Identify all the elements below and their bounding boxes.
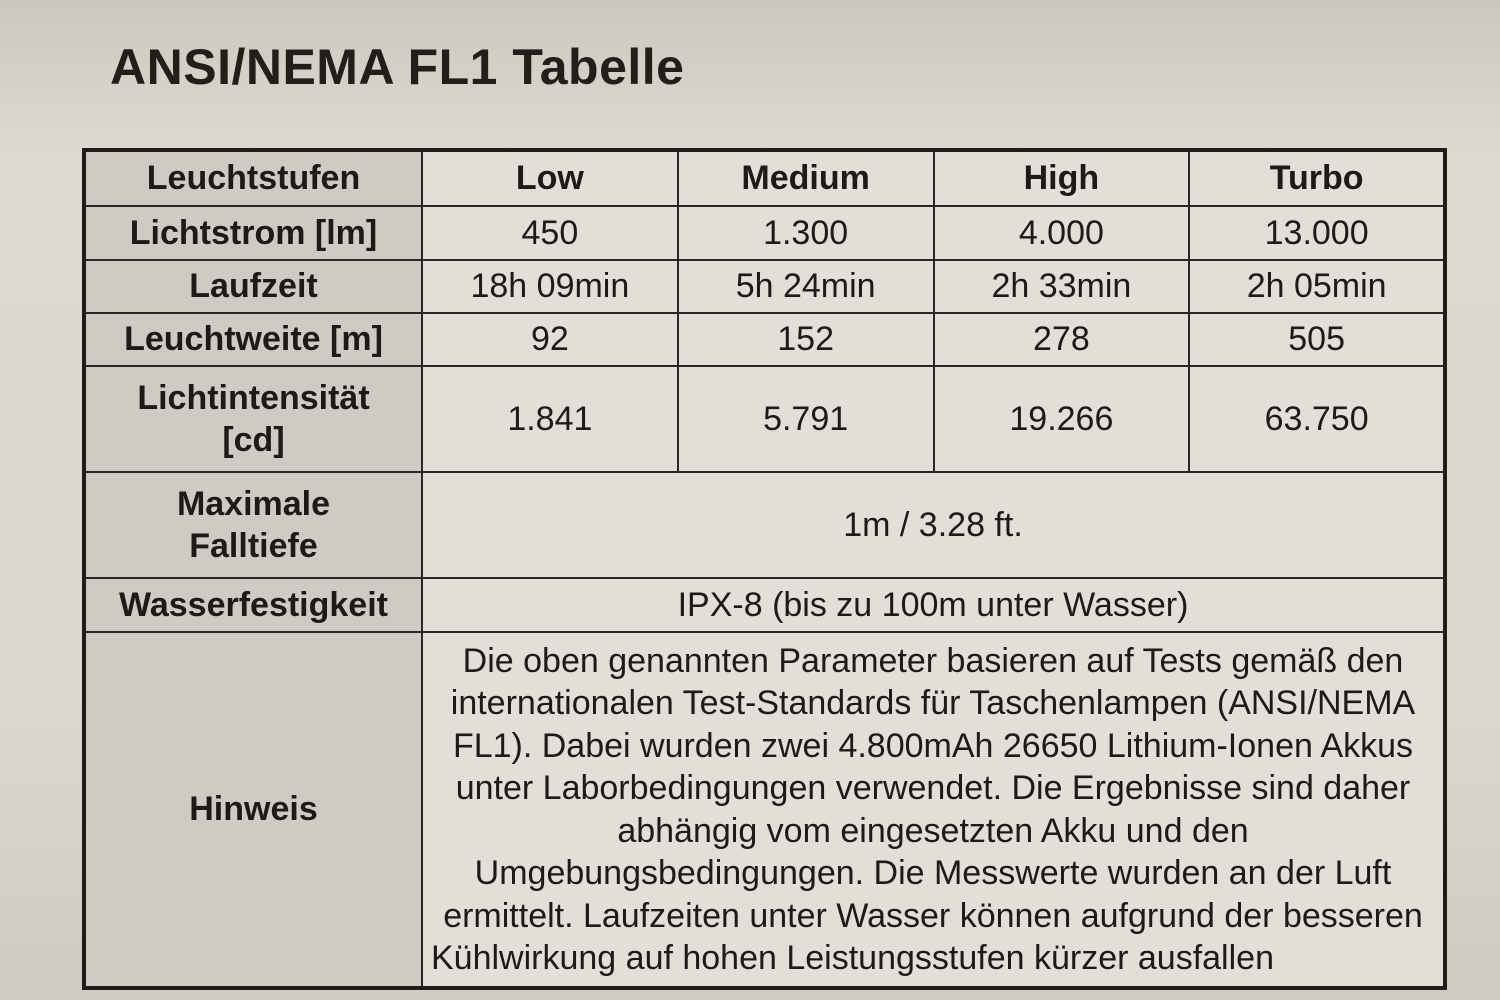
table-cell: 5h 24min xyxy=(678,260,934,313)
table-cell: 4.000 xyxy=(934,206,1190,260)
table-cell: 1.300 xyxy=(678,206,934,260)
table-cell: 63.750 xyxy=(1189,366,1445,472)
level-turbo-header: Turbo xyxy=(1189,150,1445,206)
header-label-cell: Leuchtstufen xyxy=(84,150,422,206)
table-row xyxy=(84,472,1445,578)
table-cell: 505 xyxy=(1189,313,1445,366)
row-label-line: Lichtintensität xyxy=(137,378,370,417)
table-cell: 2h 05min xyxy=(1189,260,1445,313)
row-label-falltiefe xyxy=(84,472,422,578)
table-cell: 13.000 xyxy=(1189,206,1445,260)
row-label-laufzeit: Laufzeit xyxy=(84,260,422,313)
note-text: Die oben genannten Parameter basieren auf Tests gemäß den internationalen Test-Standards für Taschenlampen (ANSI/NEMA FL1). Dabei wurden zwei 4.800mAh 26650 Lithium-Ionen Akkus unter Laborbedingungen verwendet. Die Ergebnisse sind daher abhängig vom eingesetzten Akku und den Umgebungsbedingungen. Die Messwerte wurden an der Luft ermittelt. Laufzeiten unter Wasser können aufgrund der besseren Kühlwirkung auf hohen Leistungsstufen kürzer ausfallen xyxy=(422,632,1445,988)
level-low-header: Low xyxy=(422,150,678,206)
table-row xyxy=(84,578,1445,632)
drop-height-value: 1m / 3.28 ft. xyxy=(422,472,1445,578)
level-high-header: High xyxy=(934,150,1190,206)
table-header-row xyxy=(84,150,1445,206)
page-title: ANSI/NEMA FL1 Tabelle xyxy=(110,39,685,95)
water-resistance-value: IPX-8 (bis zu 100m unter Wasser) xyxy=(422,578,1445,632)
table-cell: 92 xyxy=(422,313,678,366)
table-row xyxy=(84,313,1445,366)
table-cell: 2h 33min xyxy=(934,260,1190,313)
table-row xyxy=(84,260,1445,313)
table-cell: 18h 09min xyxy=(422,260,678,313)
table-row xyxy=(84,206,1445,260)
table-cell: 152 xyxy=(678,313,934,366)
spec-table xyxy=(82,148,1447,990)
table-row xyxy=(84,366,1445,472)
table-cell: 278 xyxy=(934,313,1190,366)
row-label-hinweis: Hinweis xyxy=(84,632,422,988)
table-cell: 5.791 xyxy=(678,366,934,472)
row-label-line: Falltiefe xyxy=(189,527,318,565)
level-medium-header: Medium xyxy=(678,150,934,206)
table-cell: 450 xyxy=(422,206,678,260)
row-label-line: [cd] xyxy=(222,421,285,459)
row-label-lichtintensitaet xyxy=(84,366,422,472)
row-label-lichtstrom: Lichtstrom [lm] xyxy=(84,206,422,260)
row-label-wasserfestigkeit: Wasserfestigkeit xyxy=(84,578,422,632)
table-cell: 1.841 xyxy=(422,366,678,472)
row-label-line: Maximale xyxy=(176,484,331,523)
row-label-leuchtweite: Leuchtweite [m] xyxy=(84,313,422,366)
table-cell: 19.266 xyxy=(934,366,1190,472)
table-row xyxy=(84,632,1445,988)
